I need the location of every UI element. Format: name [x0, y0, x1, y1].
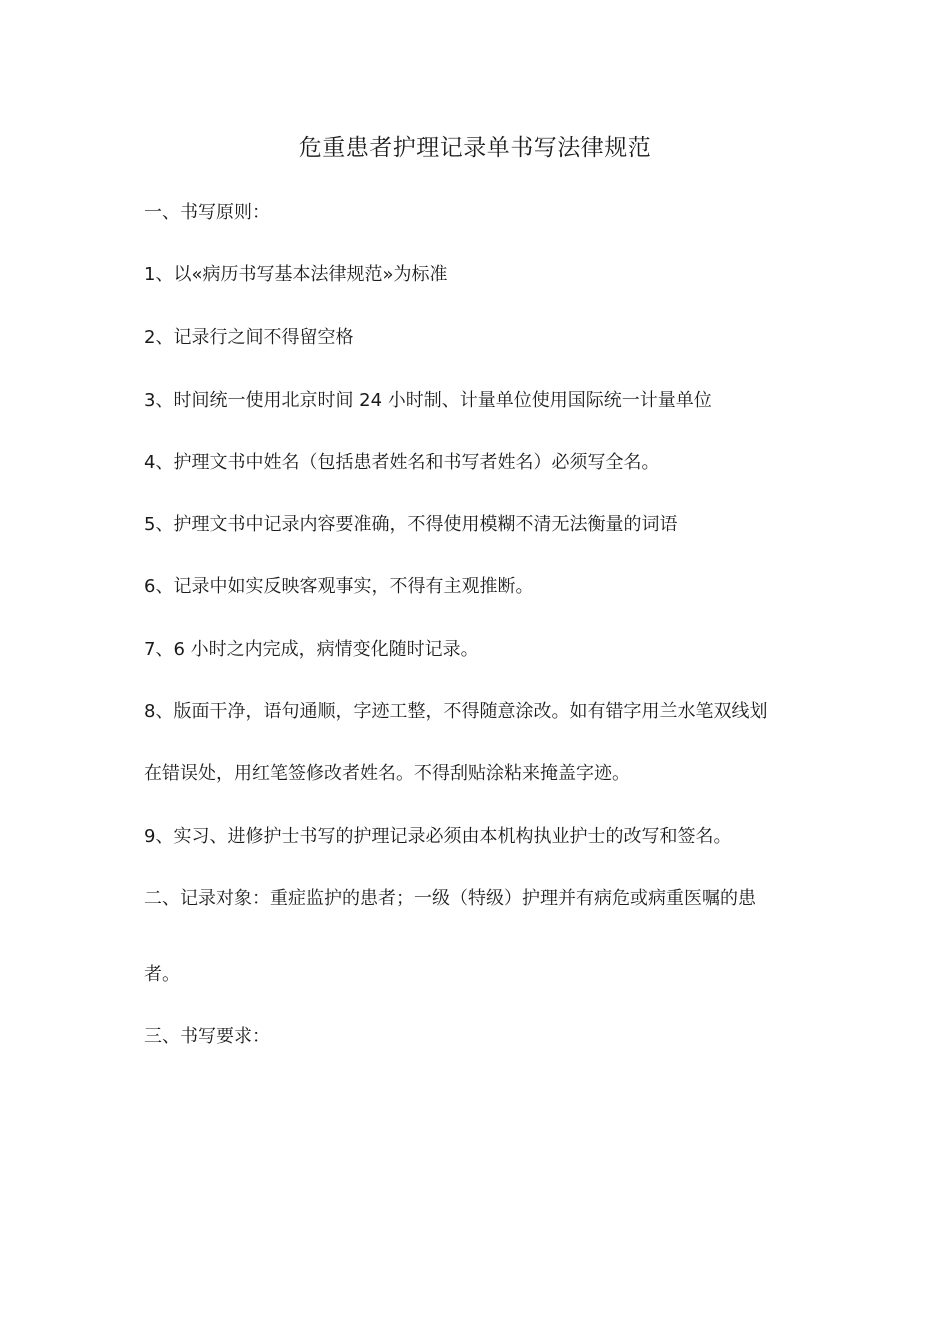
principle-item-7: 7、6 小时之内完成，病情变化随时记录。 — [144, 639, 479, 660]
principle-item-1: 1、以«病历书写基本法律规范»为标准 — [144, 264, 448, 285]
principle-item-8-continued: 在错误处，用红笔签修改者姓名。不得刮贴涂粘来掩盖字迹。 — [144, 763, 630, 784]
principle-item-8: 8、版面干净，语句通顺，字迹工整，不得随意涂改。如有错字用兰水笔双线划 — [144, 701, 768, 722]
section-heading-writing-requirements: 三、书写要求： — [144, 1026, 270, 1047]
principle-item-9: 9、实习、进修护士书写的护理记录必须由本机构执业护士的改写和签名。 — [144, 826, 732, 847]
principle-item-6: 6、记录中如实反映客观事实，不得有主观推断。 — [144, 576, 534, 597]
principle-item-5: 5、护理文书中记录内容要准确，不得使用模糊不清无法衡量的词语 — [144, 514, 678, 535]
principle-item-4: 4、护理文书中姓名（包括患者姓名和书写者姓名）必须写全名。 — [144, 452, 660, 473]
section-heading-principles: 一、书写原则： — [144, 202, 270, 223]
principle-item-3: 3、时间统一使用北京时间 24 小时制、计量单位使用国际统一计量单位 — [144, 390, 712, 411]
principle-item-2: 2、记录行之间不得留空格 — [144, 327, 354, 348]
section-heading-record-targets: 二、记录对象：重症监护的患者；一级（特级）护理并有病危或病重医嘱的患 — [144, 888, 756, 909]
document-title: 危重患者护理记录单书写法律规范 — [298, 135, 652, 161]
record-targets-continued: 者。 — [144, 964, 180, 985]
